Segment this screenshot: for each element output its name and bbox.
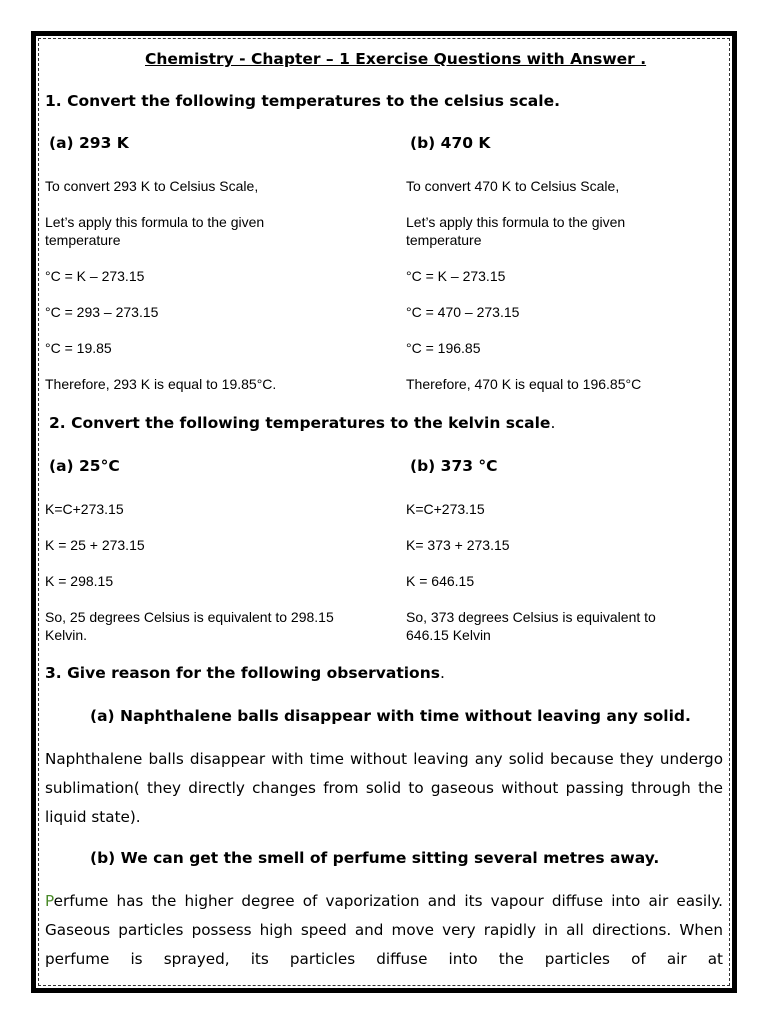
question-1b-label: (b) 470 K (410, 134, 491, 152)
question-2b-label: (b) 373 °C (410, 457, 498, 475)
question-3a-label: (a) Naphthalene balls disappear with time without leaving any solid. (90, 707, 691, 725)
answer-2a-line: Kelvin. (45, 627, 88, 643)
answer-1a-line: Therefore, 293 K is equal to 19.85°C. (45, 376, 277, 392)
answer-1b-line: °C = K – 273.15 (406, 268, 506, 284)
answer-1a-line: °C = 293 – 273.15 (45, 304, 159, 320)
answer-2a-line: K=C+273.15 (45, 501, 124, 517)
answer-3b-paragraph (45, 887, 723, 974)
answer-1b-line: Therefore, 470 K is equal to 196.85°C (406, 376, 642, 392)
answer-2b-line: 646.15 Kelvin (406, 627, 491, 643)
question-2a-label: (a) 25°C (49, 457, 120, 475)
page-title: Chemistry - Chapter – 1 Exercise Questions with Answer . (145, 50, 647, 68)
answer-1b-line: Let’s apply this formula to the given (406, 214, 626, 230)
answer-3b-first-letter: P (45, 892, 54, 910)
answer-1a-line: temperature (45, 232, 121, 248)
answer-3a-paragraph: Naphthalene balls disappear with time without leaving any solid because they undergo sublimation( they directly changes from solid to gaseous without passing through the liquid state). (45, 750, 723, 826)
answer-1b-line: °C = 196.85 (406, 340, 481, 356)
question-3-heading (45, 664, 445, 682)
answer-1a-line: To convert 293 K to Celsius Scale, (45, 178, 259, 194)
answer-2b-line: So, 373 degrees Celsius is equivalent to (406, 609, 656, 625)
answer-1a-line: Let’s apply this formula to the given (45, 214, 265, 230)
answer-1b-line: °C = 470 – 273.15 (406, 304, 520, 320)
question-3b-label: (b) We can get the smell of perfume sitting several metres away. (90, 849, 660, 867)
document-page (45, 0, 723, 990)
answer-1b-line: temperature (406, 232, 482, 248)
answer-1a-line: °C = 19.85 (45, 340, 112, 356)
answer-2b-line: K= 373 + 273.15 (406, 537, 510, 553)
question-2-heading-period: . (550, 414, 556, 432)
answer-3b-text: erfume has the higher degree of vaporization and its vapour diffuse into air easily. Gaseous particles possess high speed and move very rapidly in all directions. When perfume is sprayed, its particles diffuse into the particles of air at (45, 892, 723, 968)
answer-2a-line: So, 25 degrees Celsius is equivalent to 298.15 (45, 609, 334, 625)
question-1-heading: 1. Convert the following temperatures to the celsius scale. (45, 92, 560, 110)
question-2-heading-text: 2. Convert the following temperatures to the kelvin scale (49, 414, 551, 432)
answer-2b-line: K=C+273.15 (406, 501, 485, 517)
question-3-heading-text: 3. Give reason for the following observations (45, 664, 440, 682)
answer-1a-line: °C = K – 273.15 (45, 268, 145, 284)
question-2-heading (49, 414, 555, 432)
question-1a-label: (a) 293 K (49, 134, 129, 152)
answer-2b-line: K = 646.15 (406, 573, 475, 589)
question-3-heading-period: . (439, 664, 445, 682)
answer-1b-line: To convert 470 K to Celsius Scale, (406, 178, 620, 194)
answer-2a-line: K = 25 + 273.15 (45, 537, 145, 553)
answer-2a-line: K = 298.15 (45, 573, 114, 589)
